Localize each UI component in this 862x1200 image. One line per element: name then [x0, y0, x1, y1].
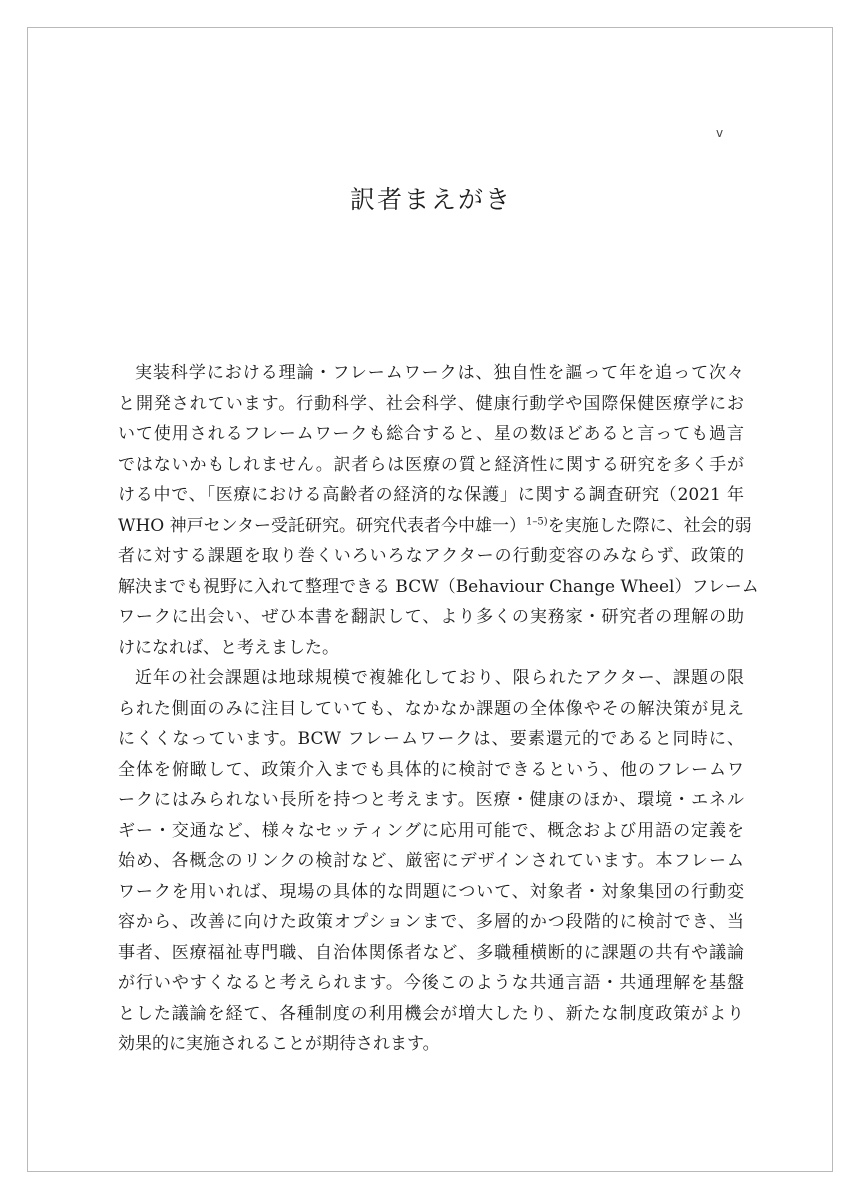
text-line: が行いやすくなると考えられます。今後このような共通言語・共通理解を基盤 — [118, 973, 744, 993]
paragraph-1 — [118, 358, 759, 663]
text-line: けになれば、と考えました。 — [118, 637, 339, 658]
text-line: 全体を俯瞰して、政策介入までも具体的に検討できるという、他のフレームワ — [118, 759, 744, 780]
text-line-head: WHO 神戸センター受託研究。研究代表者今中雄一） — [118, 515, 526, 536]
text-line: 事者、医療福祉専門職、自治体関係者など、多職種横断的に課題の共有や議論 — [118, 942, 744, 963]
text-line: 容から、改善に向けた政策オプションまで、多層的かつ段階的に検討でき、当 — [118, 912, 744, 932]
text-line: ワークに出会い、ぜひ本書を翻訳して、より多くの実務家・研究者の理解の助 — [118, 607, 744, 627]
body-text — [118, 358, 759, 1060]
citation-superscript: 1–5) — [525, 515, 548, 527]
text-line: られた側面のみに注目していても、なかなか課題の全体像やその解決策が見え — [118, 698, 744, 719]
text-line: とした議論を経て、各種制度の利用機会が増大したり、新たな制度政策がより — [118, 1003, 744, 1024]
text-line: いて使用されるフレームワークも総合すると、星の数ほどあると言っても過言 — [118, 424, 744, 444]
text-line: ワークを用いれば、現場の具体的な問題について、対象者・対象集団の行動変 — [118, 881, 744, 902]
text-line: 解決までも視野に入れて整理できる BCW（Behaviour Change Wheel）フレーム — [118, 576, 759, 597]
text-line: にくくなっています。BCW フレームワークは、要素還元的であると同時に、 — [118, 729, 744, 749]
text-line: 始め、各概念のリンクの検討など、厳密にデザインされています。本フレーム — [118, 851, 744, 871]
text-line: ではないかもしれません。訳者らは医療の質と経済性に関する研究を多く手が — [118, 454, 744, 475]
text-line: ギー・交通など、様々なセッティングに応用可能で、概念および用語の定義を — [118, 820, 744, 841]
text-line: 近年の社会課題は地球規模で複雑化しており、限られたアクター、課題の限 — [135, 668, 744, 688]
page-number: v — [716, 126, 724, 140]
page-title: 訳者まえがき — [349, 185, 512, 214]
text-line: ークにはみられない長所を持つと考えます。医療・健康のほか、環境・エネル — [118, 790, 744, 810]
text-line: 効果的に実施されることが期待されます。 — [118, 1034, 440, 1054]
text-line: 者に対する課題を取り巻くいろいろなアクターの行動変容のみならず、政策的 — [118, 546, 744, 566]
text-line-tail: を実施した際に、社会的弱 — [547, 515, 752, 536]
text-line — [118, 511, 752, 542]
paragraph-2 — [118, 663, 744, 1060]
text-line: ける中で、「医療における高齢者の経済的な保護」に関する調査研究（2021 年 — [118, 485, 744, 505]
text-line: 実装科学における理論・フレームワークは、独自性を謳って年を追って次々 — [135, 363, 744, 383]
text-line: と開発されています。行動科学、社会科学、健康行動学や国際保健医療学にお — [118, 393, 744, 414]
